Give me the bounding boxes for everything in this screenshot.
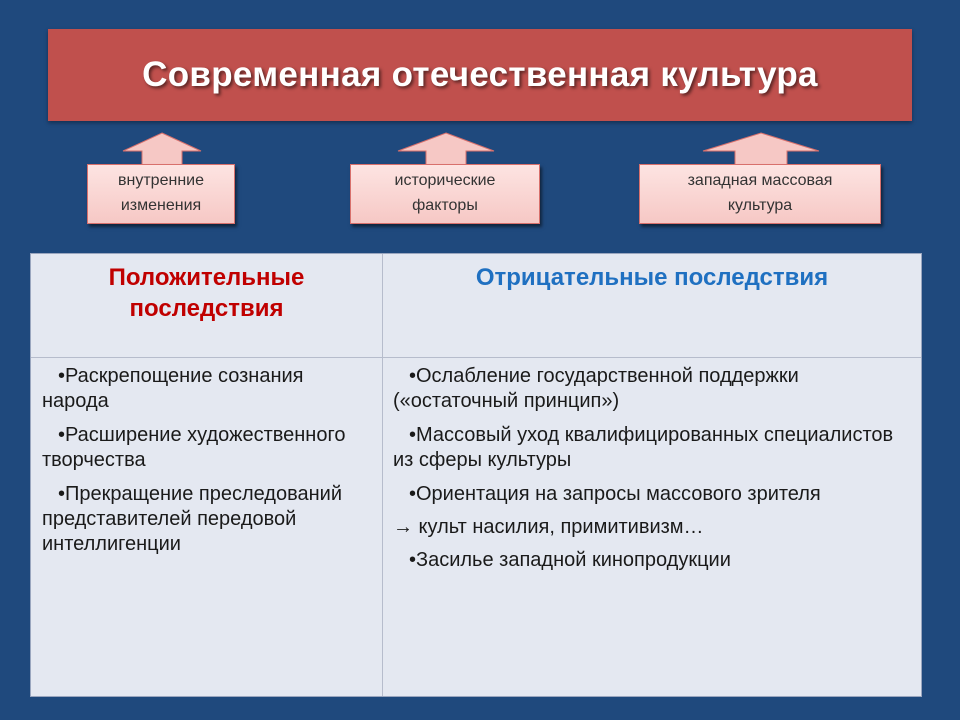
factor-internal-changes xyxy=(87,131,237,227)
factor-box xyxy=(350,164,540,224)
list-item: •Засилье западной кинопродукции xyxy=(409,549,731,572)
list-item: •Прекращение преследований представителей передовой интеллигенции xyxy=(42,482,343,556)
factor-historical xyxy=(350,131,542,227)
list-item: •Массовый уход квалифицированных специалистов из сферы культуры xyxy=(393,423,894,472)
positive-header-line1: Положительные xyxy=(108,264,305,291)
factor-label-line1: внутренние xyxy=(118,172,204,190)
column-divider xyxy=(382,254,383,696)
factor-label-line2: культура xyxy=(727,197,793,214)
negative-list xyxy=(393,364,918,582)
factor-box xyxy=(639,164,881,224)
list-item: •Расширение художественного творчества xyxy=(42,423,346,472)
factor-box xyxy=(87,164,235,224)
factor-western-mass-culture xyxy=(639,131,883,227)
negative-header: Отрицательные последствия xyxy=(475,264,829,291)
factor-label-line2: изменения xyxy=(120,197,202,214)
factor-label-line1: западная массовая xyxy=(687,172,833,190)
list-item: •Ослабление государственной поддержки («остаточный принцип») xyxy=(393,365,799,413)
positive-header-line2: последствия xyxy=(129,295,284,323)
factor-label-line1: исторические xyxy=(394,172,496,190)
title-banner xyxy=(48,29,912,121)
arrow-list-item: → культ насилия, примитивизм… xyxy=(393,515,704,538)
positive-list xyxy=(42,364,372,566)
page-title: Современная отечественная культура xyxy=(142,55,818,94)
list-item: •Раскрепощение сознания народа xyxy=(42,365,304,413)
list-item: •Ориентация на запросы массового зрителя xyxy=(409,482,821,505)
factor-label-line2: факторы xyxy=(412,197,478,214)
consequences-table xyxy=(30,253,922,697)
positive-header xyxy=(31,262,382,324)
